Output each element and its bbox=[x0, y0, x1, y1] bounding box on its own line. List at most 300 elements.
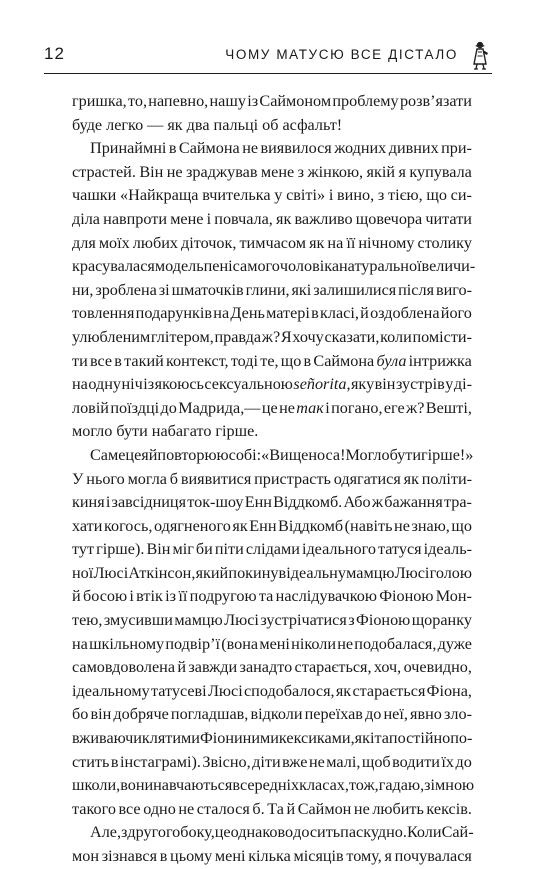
word: зустрічатися bbox=[260, 611, 347, 630]
word: завжди bbox=[188, 658, 238, 677]
word: із bbox=[165, 587, 177, 606]
word: як bbox=[403, 469, 419, 488]
text-line bbox=[72, 727, 472, 751]
word: сталося bbox=[196, 799, 250, 818]
word: поїздці bbox=[110, 398, 160, 417]
word: Могло bbox=[345, 445, 390, 464]
word: об bbox=[262, 115, 279, 134]
word: киня bbox=[72, 493, 105, 512]
word: це bbox=[125, 445, 142, 464]
word: глітером, bbox=[150, 327, 214, 346]
word: Фіониними bbox=[199, 729, 279, 748]
word: чоловіка bbox=[279, 257, 340, 276]
word: Саме bbox=[90, 445, 126, 464]
text-line bbox=[72, 656, 472, 680]
text-line bbox=[72, 420, 472, 444]
word: повторюю bbox=[157, 445, 229, 464]
word: якоюсь bbox=[154, 375, 204, 394]
word: Він bbox=[146, 540, 171, 559]
word: хочу bbox=[292, 327, 324, 346]
word: «Найкраща bbox=[120, 186, 199, 205]
word: він bbox=[374, 375, 396, 394]
body-text bbox=[72, 90, 476, 869]
word: навпроти bbox=[103, 209, 168, 228]
text-line bbox=[72, 350, 472, 374]
word: втік bbox=[136, 587, 163, 606]
word: і bbox=[129, 587, 134, 606]
header-rule bbox=[44, 73, 492, 74]
word: в bbox=[110, 752, 119, 771]
word: який bbox=[195, 563, 229, 582]
word: зустрів bbox=[395, 375, 445, 394]
word: вино, bbox=[337, 186, 375, 205]
word: любих bbox=[132, 233, 178, 252]
word: й bbox=[286, 799, 296, 818]
mother-figure-icon bbox=[468, 40, 492, 70]
word: навчаються bbox=[153, 776, 233, 795]
word: ідеаль- bbox=[423, 540, 472, 559]
word: Аткінсон, bbox=[128, 563, 196, 582]
word: які bbox=[291, 280, 312, 299]
word: зі bbox=[158, 280, 170, 299]
word: школи, bbox=[72, 776, 121, 795]
text-line bbox=[72, 633, 472, 657]
word: я bbox=[141, 445, 149, 464]
word: шматочків bbox=[171, 280, 244, 299]
word: до bbox=[455, 752, 472, 771]
word: ної bbox=[72, 563, 94, 582]
word: Енн bbox=[244, 493, 272, 512]
word: ідеального bbox=[301, 540, 376, 559]
word: відколи bbox=[250, 705, 303, 724]
word: Він bbox=[139, 162, 164, 181]
word: , bbox=[346, 375, 351, 394]
word: Віддкомб bbox=[278, 516, 344, 535]
word: Саймона bbox=[178, 139, 240, 158]
text-line bbox=[72, 491, 472, 515]
word: її bbox=[178, 587, 188, 606]
word: тож, bbox=[348, 776, 379, 795]
word: татуся bbox=[378, 540, 422, 559]
word: боку, bbox=[180, 823, 215, 842]
word: чашки bbox=[72, 186, 117, 205]
word: їх bbox=[441, 752, 455, 771]
word: босою bbox=[82, 587, 128, 606]
word: тра- bbox=[444, 493, 472, 512]
word: бути bbox=[116, 422, 148, 441]
word: цьому bbox=[170, 847, 213, 865]
word: все bbox=[89, 351, 113, 370]
word: переїхав bbox=[304, 705, 363, 724]
word: що bbox=[280, 351, 302, 370]
word: тею, bbox=[72, 611, 103, 630]
word: наслідувачкою bbox=[275, 587, 377, 606]
word: День bbox=[230, 304, 265, 323]
word: зізнався bbox=[101, 847, 158, 865]
word: правда bbox=[214, 327, 262, 346]
word: ти bbox=[72, 351, 88, 370]
word: Коли bbox=[406, 823, 442, 842]
word: «Вище bbox=[261, 445, 309, 464]
word: явно bbox=[410, 705, 442, 724]
word: я bbox=[384, 847, 392, 865]
word: не bbox=[178, 799, 195, 818]
word: бо bbox=[72, 705, 89, 724]
word: ді- bbox=[453, 375, 472, 394]
word: виявитися bbox=[180, 469, 252, 488]
word: та bbox=[374, 729, 389, 748]
word: бути bbox=[389, 445, 422, 464]
word: би bbox=[195, 540, 213, 559]
word: вони bbox=[120, 776, 154, 795]
word: з bbox=[297, 162, 305, 181]
word: Або bbox=[343, 493, 371, 512]
word: паскудно. bbox=[340, 823, 407, 842]
word: шкільному bbox=[89, 634, 165, 653]
word: тією, bbox=[388, 186, 423, 205]
word: слідами bbox=[245, 540, 300, 559]
word: гірше. bbox=[215, 422, 259, 441]
word: і bbox=[206, 209, 212, 228]
word: хати bbox=[72, 516, 103, 535]
text-line bbox=[72, 373, 472, 397]
word: в bbox=[311, 304, 319, 323]
word: гришка, bbox=[72, 92, 127, 110]
text-line bbox=[72, 90, 472, 114]
word: мон bbox=[72, 847, 100, 865]
word: міг bbox=[172, 540, 194, 559]
word: з bbox=[348, 611, 355, 630]
word: світі» bbox=[286, 186, 326, 205]
word: він bbox=[90, 705, 112, 724]
word: очевидно, bbox=[403, 658, 472, 677]
word: подвір’ї bbox=[165, 634, 221, 653]
word: У bbox=[72, 469, 84, 488]
word: сказати, bbox=[324, 327, 380, 346]
word: тут bbox=[72, 540, 95, 559]
word: Фіоною bbox=[379, 587, 434, 606]
word: Мон- bbox=[435, 587, 472, 606]
word: щоб bbox=[361, 752, 391, 771]
word: й bbox=[72, 587, 81, 606]
word: політи- bbox=[421, 469, 472, 488]
word: при- bbox=[441, 139, 472, 158]
word: й bbox=[360, 304, 369, 323]
word: її bbox=[346, 233, 356, 252]
word: в bbox=[232, 776, 240, 795]
word: пеніса bbox=[203, 257, 248, 276]
word: б. bbox=[252, 799, 265, 818]
word: покинув bbox=[228, 563, 287, 582]
word: інтрижка bbox=[408, 351, 472, 370]
word: виго- bbox=[435, 280, 472, 299]
word: улюбленим bbox=[72, 327, 151, 346]
word: не bbox=[242, 139, 259, 158]
word: натуральної bbox=[339, 257, 422, 276]
word: те, bbox=[260, 351, 279, 370]
text-line bbox=[72, 845, 472, 869]
word: як bbox=[276, 209, 292, 228]
text-line bbox=[72, 751, 472, 775]
word: важливо bbox=[294, 209, 353, 228]
word: кілька bbox=[248, 847, 291, 865]
text-line bbox=[72, 255, 476, 279]
word: досить bbox=[293, 823, 341, 842]
word: як bbox=[335, 681, 352, 700]
word: Енн bbox=[249, 516, 277, 535]
word: контекст, bbox=[166, 351, 229, 370]
word: вчителька bbox=[202, 186, 271, 205]
word: тоді bbox=[230, 351, 259, 370]
word: Люсі bbox=[394, 563, 430, 582]
word: ідеальну bbox=[286, 563, 346, 582]
word: Звісно, bbox=[202, 752, 251, 771]
word: подарунків bbox=[135, 304, 213, 323]
word: напевно, bbox=[148, 92, 209, 110]
text-line bbox=[72, 538, 472, 562]
word: когось, bbox=[103, 516, 153, 535]
word: це bbox=[261, 398, 278, 417]
text-line bbox=[72, 798, 472, 822]
word: й bbox=[148, 445, 158, 464]
word: якій bbox=[366, 162, 396, 181]
word: в bbox=[168, 139, 177, 158]
word: нашу bbox=[209, 92, 246, 110]
word: не bbox=[308, 752, 325, 771]
word: одну bbox=[88, 375, 121, 394]
word: оздоблена bbox=[370, 304, 440, 323]
word: Фіоною bbox=[356, 611, 411, 630]
word: не bbox=[337, 634, 354, 653]
text-line bbox=[72, 137, 472, 161]
word: його bbox=[440, 304, 472, 323]
word: Віддкомб. bbox=[273, 493, 343, 512]
word: знаю, bbox=[411, 516, 450, 535]
text-line bbox=[72, 279, 472, 303]
word: одягненого bbox=[153, 516, 231, 535]
word: залишилися bbox=[313, 280, 397, 299]
word: зраджував bbox=[186, 162, 258, 181]
word: зло- bbox=[444, 705, 472, 724]
word: ідеальному bbox=[72, 681, 150, 700]
word: Саймоном bbox=[259, 92, 332, 110]
word: розв’язати bbox=[399, 92, 472, 110]
word: виявилося bbox=[260, 139, 332, 158]
word: діточок, bbox=[181, 233, 237, 252]
word: носа! bbox=[308, 445, 346, 464]
word: могло bbox=[72, 422, 113, 441]
word: змусивши bbox=[103, 611, 173, 630]
word: ж? bbox=[406, 398, 425, 417]
word: стить bbox=[72, 752, 110, 771]
word: та bbox=[258, 587, 274, 606]
word: дивних bbox=[388, 139, 439, 158]
word: — bbox=[147, 115, 164, 134]
word: місяців bbox=[293, 847, 344, 865]
word: читати bbox=[425, 209, 472, 228]
word: нього bbox=[86, 469, 125, 488]
word: ніч bbox=[121, 375, 143, 394]
word bbox=[293, 373, 350, 397]
word: Фіона, bbox=[426, 681, 472, 700]
word: в bbox=[159, 847, 168, 865]
word: Люсі bbox=[207, 681, 243, 700]
word: Люсі bbox=[224, 611, 259, 630]
word: яку bbox=[350, 375, 375, 394]
word: і bbox=[105, 493, 111, 512]
text-line bbox=[72, 774, 475, 798]
text-line bbox=[72, 515, 472, 539]
word: мене bbox=[170, 209, 204, 228]
word: дуже bbox=[437, 634, 472, 653]
word: величи- bbox=[421, 257, 476, 276]
word: Та bbox=[267, 799, 284, 818]
word: клятими bbox=[141, 729, 200, 748]
word: Саймона bbox=[313, 351, 375, 370]
word: із bbox=[143, 375, 155, 394]
word: кексиками, bbox=[278, 729, 355, 748]
word: другого bbox=[127, 823, 181, 842]
word: для bbox=[72, 233, 96, 252]
word: ток-шоу bbox=[187, 493, 244, 512]
word: татусеві bbox=[150, 681, 207, 700]
word: малі, bbox=[326, 752, 361, 771]
word: щовечора bbox=[355, 209, 423, 228]
text-line bbox=[72, 302, 472, 326]
word: могла bbox=[127, 469, 167, 488]
word: класах, bbox=[299, 776, 349, 795]
word: (навіть bbox=[344, 516, 393, 535]
text-line bbox=[72, 609, 472, 633]
word: столику bbox=[417, 233, 472, 252]
word: жінкою, bbox=[307, 162, 364, 181]
word: до bbox=[160, 398, 177, 417]
word: собі: bbox=[228, 445, 262, 464]
word: після bbox=[398, 280, 435, 299]
word: й bbox=[177, 658, 187, 677]
word: любить bbox=[372, 799, 424, 818]
word: си- bbox=[450, 186, 472, 205]
word: коли bbox=[380, 327, 412, 346]
word: постійно bbox=[388, 729, 451, 748]
word: сексуальною bbox=[204, 375, 293, 394]
word: не bbox=[394, 516, 410, 535]
word: і bbox=[325, 398, 330, 417]
word: ніколи bbox=[291, 634, 336, 653]
word: Вешті, bbox=[425, 398, 472, 417]
word: Сай- bbox=[441, 823, 474, 842]
word: буде bbox=[72, 115, 103, 134]
word: і bbox=[328, 186, 334, 205]
word: ж? bbox=[261, 327, 281, 346]
text-line bbox=[72, 326, 472, 350]
word: (вона bbox=[221, 634, 259, 653]
word: такого bbox=[72, 799, 116, 818]
word: погано, bbox=[331, 398, 383, 417]
word: легко bbox=[106, 115, 144, 134]
word: середніх bbox=[239, 776, 300, 795]
word: що bbox=[426, 186, 447, 205]
word: які bbox=[354, 729, 375, 748]
word: пристрасть bbox=[254, 469, 331, 488]
word: щоранку bbox=[411, 611, 472, 630]
word: тимчасом bbox=[239, 233, 307, 252]
word: старається, bbox=[294, 658, 372, 677]
word: не bbox=[166, 162, 183, 181]
word: гірше). bbox=[96, 540, 145, 559]
word: гадаю, bbox=[378, 776, 425, 795]
word: хоч, bbox=[373, 658, 402, 677]
word: інстаграмі). bbox=[120, 752, 201, 771]
word: купувала bbox=[409, 162, 472, 181]
word: як bbox=[167, 115, 183, 134]
word: мені bbox=[214, 847, 246, 865]
word: погладшав, bbox=[170, 705, 249, 724]
word: то, bbox=[128, 92, 148, 110]
word: почувалася bbox=[394, 847, 472, 865]
word: помісти- bbox=[412, 327, 472, 346]
word: бажання bbox=[384, 493, 443, 512]
page-number: 12 bbox=[44, 44, 65, 63]
word: тому, bbox=[346, 847, 382, 865]
word: глини, bbox=[245, 280, 290, 299]
word: я bbox=[398, 162, 406, 181]
word: водити bbox=[392, 752, 440, 771]
word: по- bbox=[450, 729, 473, 748]
word: що bbox=[451, 516, 472, 535]
text-line bbox=[72, 397, 472, 421]
word: кексів. bbox=[426, 799, 472, 818]
word: гірше!» bbox=[421, 445, 474, 464]
word: модель bbox=[154, 257, 204, 276]
word: подобалася, bbox=[354, 634, 437, 653]
word: Саймон bbox=[297, 799, 352, 818]
word: жодних bbox=[334, 139, 387, 158]
word: одно bbox=[143, 799, 176, 818]
word: з bbox=[121, 823, 128, 842]
word: піти bbox=[214, 540, 244, 559]
word: сподобалося, bbox=[243, 681, 335, 700]
word: асфальт! bbox=[282, 115, 343, 134]
text-line bbox=[72, 208, 472, 232]
word: Люсі bbox=[93, 563, 129, 582]
word: старається bbox=[352, 681, 426, 700]
word: матері bbox=[266, 304, 310, 323]
text-line bbox=[72, 184, 472, 208]
word: у bbox=[274, 186, 283, 205]
word: товлення bbox=[72, 304, 135, 323]
text-line bbox=[72, 680, 472, 704]
word: зроблена bbox=[95, 280, 157, 299]
word: все bbox=[118, 799, 141, 818]
word: ловій bbox=[72, 398, 109, 417]
text-line bbox=[72, 444, 472, 468]
word: на bbox=[213, 304, 230, 323]
text-line bbox=[72, 585, 472, 609]
word: діла bbox=[72, 209, 100, 228]
word: два bbox=[186, 115, 210, 134]
word: такий bbox=[124, 351, 164, 370]
word: із bbox=[247, 92, 259, 110]
word: мені bbox=[259, 634, 290, 653]
word: набагато bbox=[151, 422, 212, 441]
text-line bbox=[72, 161, 472, 185]
word: на bbox=[72, 375, 88, 394]
word: це bbox=[214, 823, 231, 842]
word: завсідниця bbox=[111, 493, 187, 512]
word: вже bbox=[282, 752, 308, 771]
word: самовдоволена bbox=[72, 658, 175, 677]
